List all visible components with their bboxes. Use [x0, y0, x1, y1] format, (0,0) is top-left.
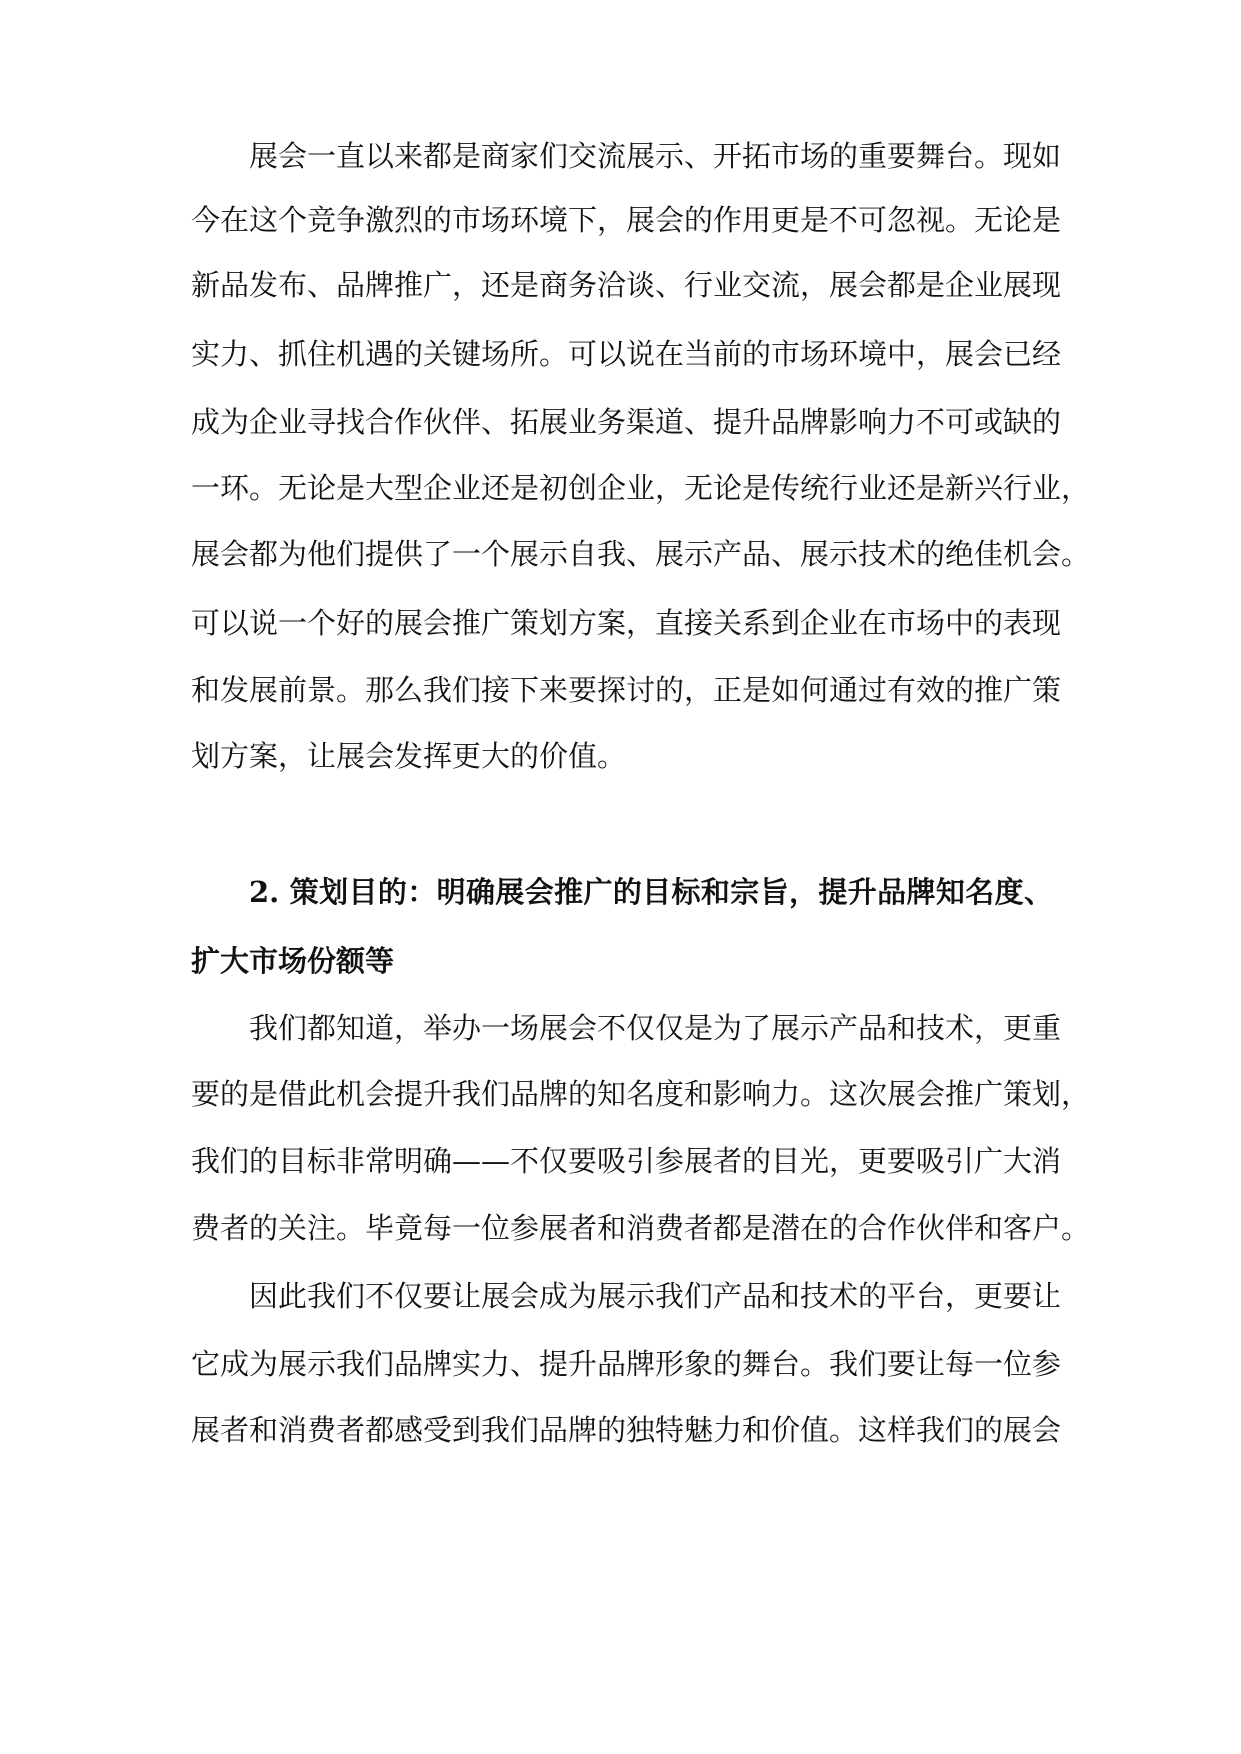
paragraph-line: 要的是借此机会提升我们品牌的知名度和影响力。这次展会推广策划，: [191, 1077, 1091, 1111]
paragraph-line: 成为企业寻找合作伙伴、拓展业务渠道、提升品牌影响力不可或缺的: [191, 405, 1062, 439]
paragraph-line: 实力、抓住机遇的关键场所。可以说在当前的市场环境中，展会已经: [191, 337, 1062, 371]
heading-line: 扩大市场份额等: [191, 944, 395, 978]
paragraph-line: 我们的目标非常明确——不仅要吸引参展者的目光，更要吸引广大消: [191, 1144, 1062, 1178]
paragraph-line: 可以说一个好的展会推广策划方案，直接关系到企业在市场中的表现: [191, 606, 1062, 640]
paragraph-line: 今在这个竞争激烈的市场环境下，展会的作用更是不可忽视。无论是: [191, 203, 1062, 237]
paragraph-line: 费者的关注。毕竟每一位参展者和消费者都是潜在的合作伙伴和客户。: [191, 1211, 1091, 1245]
paragraph-line: 展者和消费者都感受到我们品牌的独特魅力和价值。这样我们的展会: [191, 1413, 1062, 1447]
paragraph-line: 展会都为他们提供了一个展示自我、展示产品、展示技术的绝佳机会。: [191, 537, 1091, 571]
paragraph-line: 新品发布、品牌推广，还是商务洽谈、行业交流，展会都是企业展现: [191, 268, 1062, 302]
paragraph-line: 和发展前景。那么我们接下来要探讨的，正是如何通过有效的推广策: [191, 673, 1062, 707]
paragraph-line: 展会一直以来都是商家们交流展示、开拓市场的重要舞台。现如: [249, 139, 1062, 173]
paragraph-line: 划方案，让展会发挥更大的价值。: [191, 739, 627, 773]
paragraph-line: 它成为展示我们品牌实力、提升品牌形象的舞台。我们要让每一位参: [191, 1347, 1062, 1381]
paragraph-line: 一环。无论是大型企业还是初创企业，无论是传统行业还是新兴行业，: [191, 471, 1091, 505]
paragraph-line: 我们都知道，举办一场展会不仅仅是为了展示产品和技术，更重: [249, 1011, 1062, 1045]
paragraph-line: 因此我们不仅要让展会成为展示我们产品和技术的平台，更要让: [249, 1279, 1062, 1313]
heading-line: 2. 策划目的：明确展会推广的目标和宗旨，提升品牌知名度、: [249, 875, 1053, 909]
